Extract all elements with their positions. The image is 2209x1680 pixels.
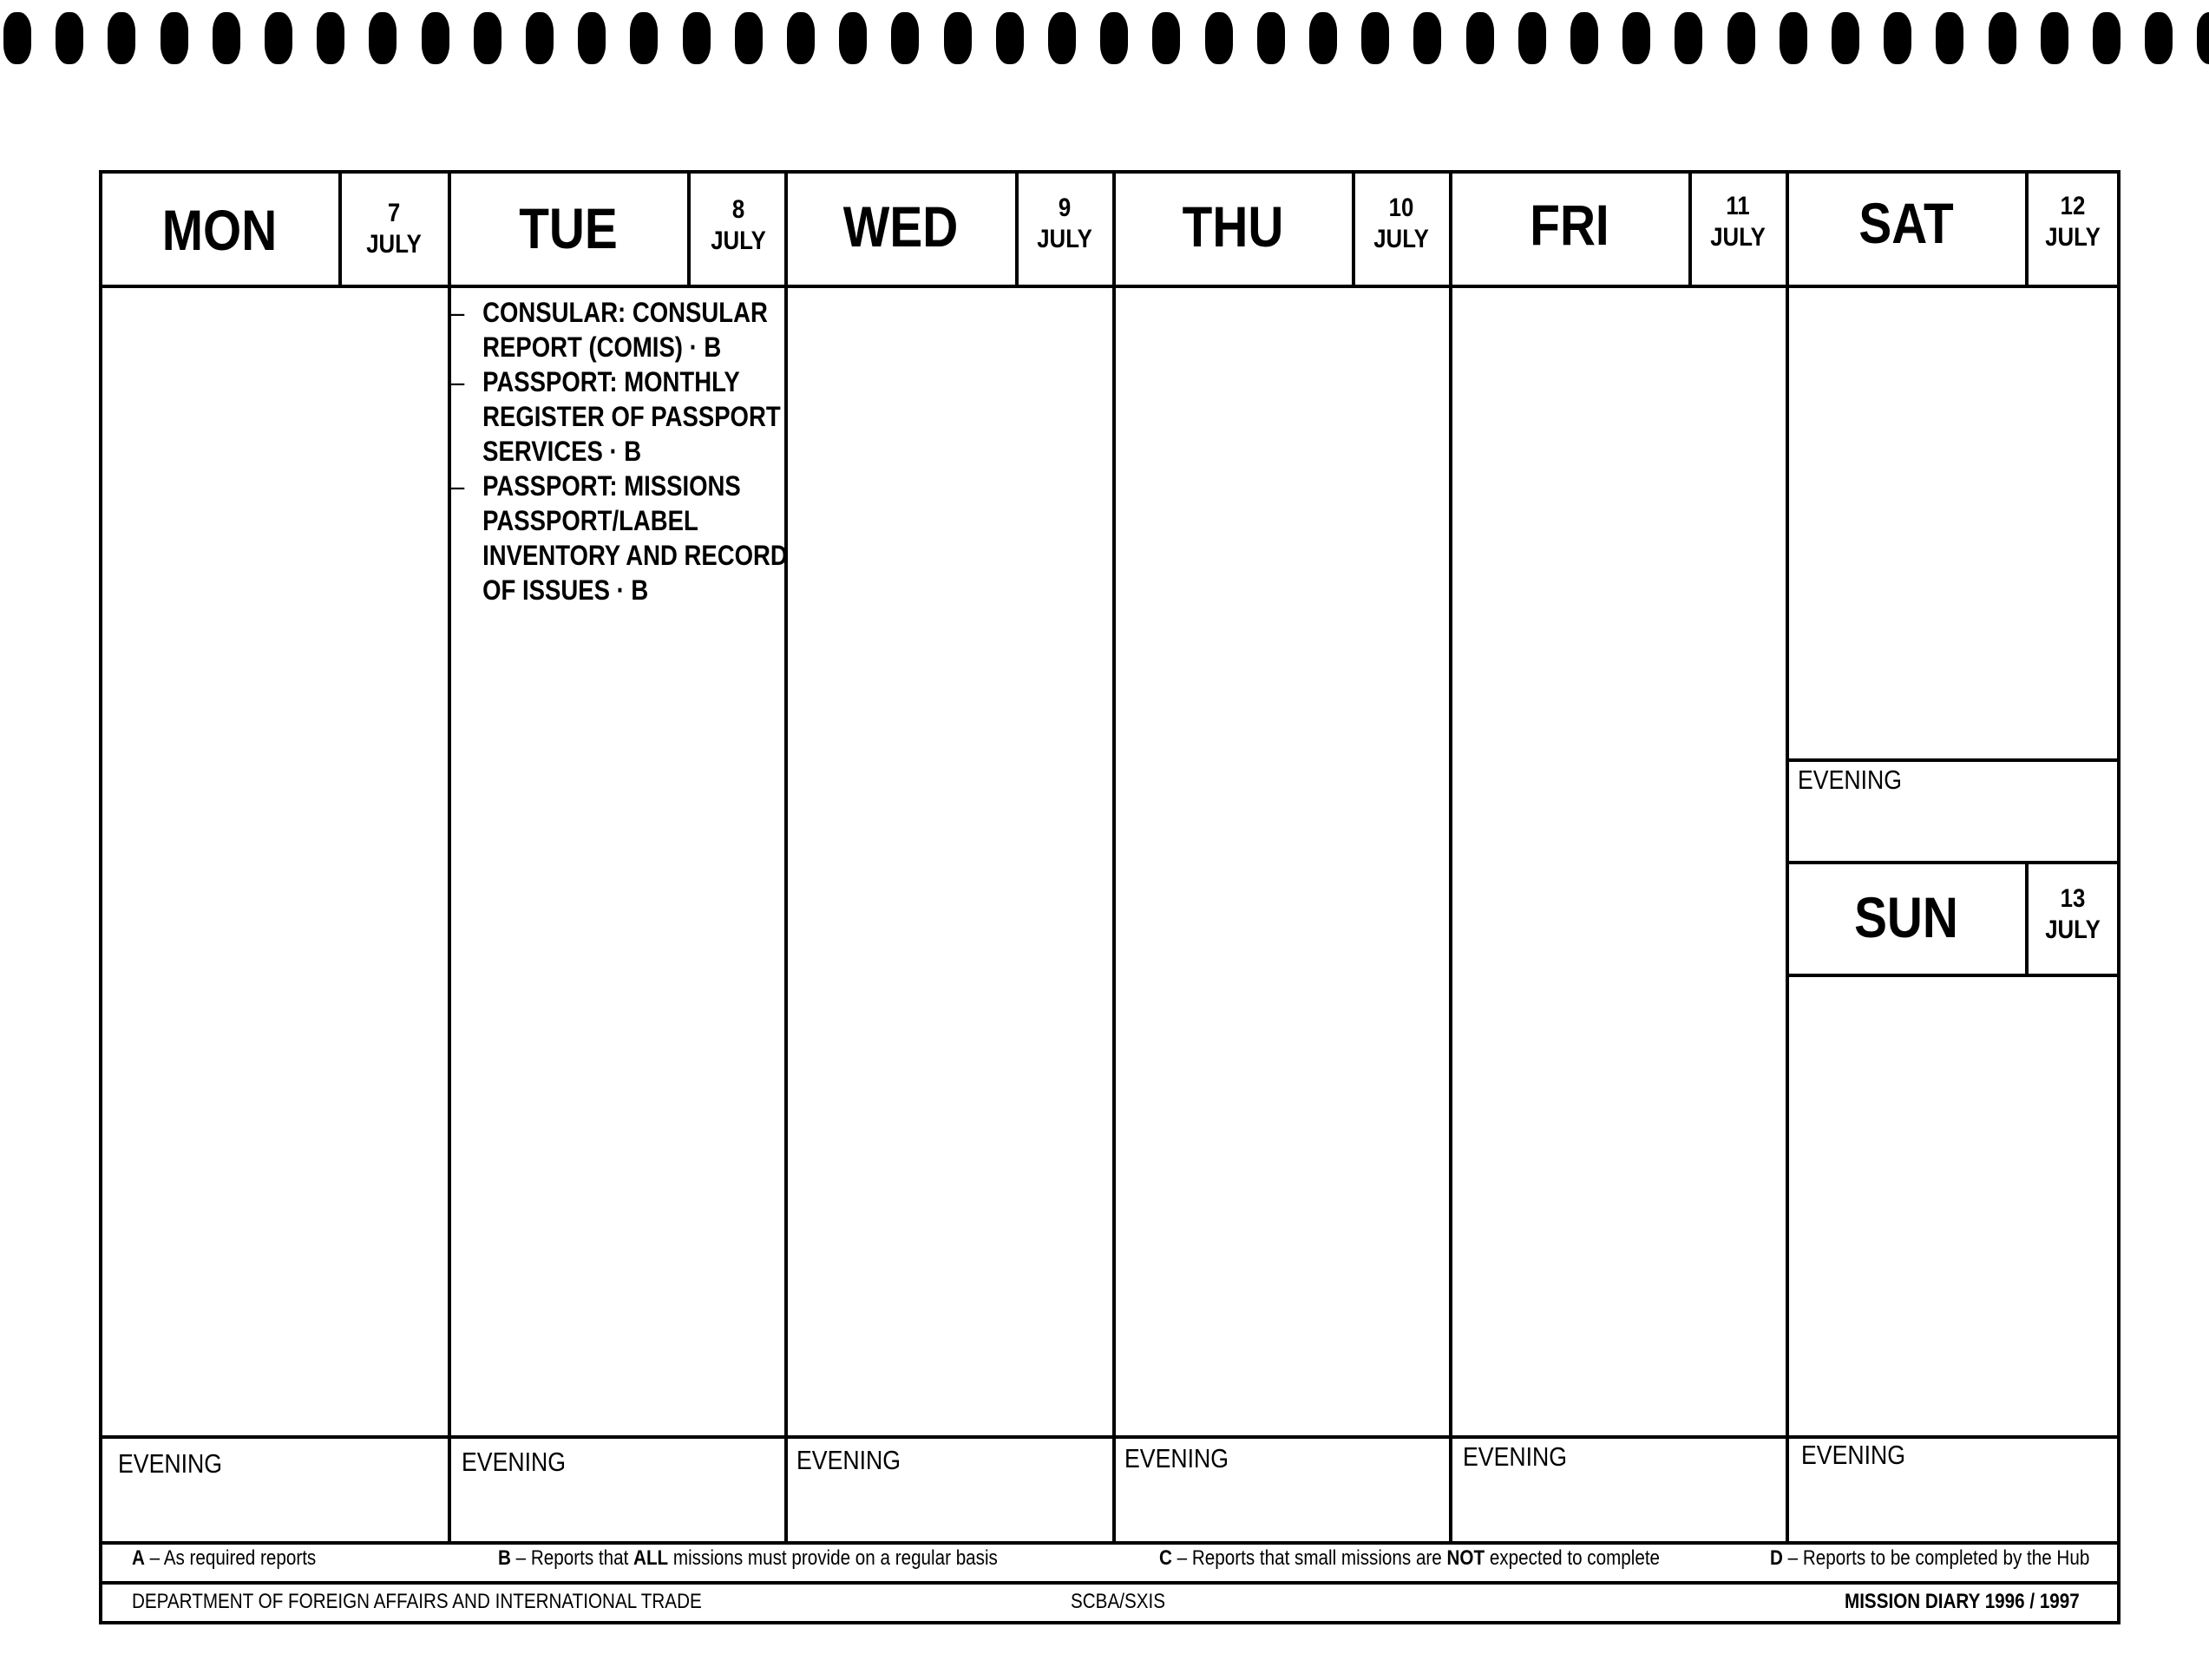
binding-hole — [1205, 12, 1233, 64]
date-month: JULY — [1037, 225, 1092, 253]
binding-hole — [526, 12, 554, 64]
day-name: SUN — [1854, 885, 1958, 949]
date-number: 12 — [2060, 192, 2086, 220]
binding-hole — [56, 12, 83, 64]
date-month: JULY — [1710, 223, 1766, 252]
date-month: JULY — [711, 226, 766, 255]
legend-key: D — [1770, 1546, 1783, 1570]
binding-hole — [2197, 12, 2209, 64]
binding-hole — [2145, 12, 2173, 64]
legend-b: B – Reports that ALL missions must provide on a regular basis — [498, 1546, 998, 1570]
binding-hole — [474, 12, 501, 64]
binding-hole — [735, 12, 763, 64]
binding-hole — [1780, 12, 1807, 64]
binding-hole — [1413, 12, 1441, 64]
legend-d: D – Reports to be completed by the Hub — [1770, 1546, 2090, 1570]
legend-key: C — [1159, 1546, 1172, 1570]
date-month: JULY — [2045, 915, 2101, 944]
legend-c: C – Reports that small missions are NOT expected to complete — [1159, 1546, 1661, 1570]
binding-hole — [1675, 12, 1702, 64]
binding-hole — [630, 12, 658, 64]
evening-label-mon: EVENING — [118, 1448, 222, 1479]
binding-hole — [2093, 12, 2121, 64]
note-text: CONSULAR: CONSULAR REPORT (COMIS) · B — [482, 297, 768, 363]
binding-hole — [683, 12, 711, 64]
note-dash: – — [451, 366, 465, 397]
date-number: 7 — [387, 199, 401, 227]
binding-hole — [2041, 12, 2068, 64]
binding-hole — [1257, 12, 1285, 64]
note-dash: – — [451, 297, 465, 328]
binding-hole — [3, 12, 31, 64]
binding-hole — [1100, 12, 1128, 64]
legend-key: A — [132, 1546, 145, 1570]
binding-hole — [1518, 12, 1546, 64]
legend-text: missions must provide on a regular basis — [672, 1546, 998, 1570]
binding-hole — [1727, 12, 1755, 64]
evening-label-thu: EVENING — [1124, 1443, 1229, 1473]
note-item — [451, 469, 811, 607]
day-name: TUE — [519, 196, 618, 260]
legend-key: B — [498, 1546, 511, 1570]
day-name: THU — [1182, 194, 1284, 259]
date-number: 11 — [1726, 192, 1750, 220]
date-number: 10 — [1388, 194, 1414, 222]
day-name: WED — [842, 194, 959, 259]
binding-hole — [213, 12, 240, 64]
binding-hole — [1936, 12, 1963, 64]
legend-text: As required reports — [163, 1546, 317, 1570]
note-text: PASSPORT: MISSIONS PASSPORT/LABEL INVENTORY AND RECORD OF ISSUES · B — [482, 470, 788, 606]
evening-label-sun: EVENING — [1801, 1440, 1905, 1470]
evening-label-fri: EVENING — [1463, 1441, 1567, 1472]
day-name: FRI — [1530, 193, 1609, 257]
note-item — [451, 364, 811, 469]
legend-text: Reports that — [530, 1546, 629, 1570]
binding-hole — [1361, 12, 1389, 64]
legend-emphasis: NOT — [1446, 1546, 1485, 1570]
footer-code: SCBA/SXIS — [1071, 1590, 1165, 1613]
binding-hole — [839, 12, 867, 64]
binding-hole — [1570, 12, 1598, 64]
binding-hole — [787, 12, 815, 64]
tuesday-notes — [451, 295, 788, 607]
date-month: JULY — [366, 230, 422, 259]
binding-hole — [1048, 12, 1076, 64]
note-dash: – — [451, 470, 465, 502]
date-month: JULY — [1373, 225, 1429, 253]
date-number: 13 — [2060, 884, 2086, 913]
legend-a: A – As required reports — [132, 1546, 317, 1570]
binding-hole — [161, 12, 188, 64]
binding-hole — [578, 12, 606, 64]
note-item — [451, 295, 811, 364]
binding-hole — [1989, 12, 2016, 64]
evening-label-wed: EVENING — [796, 1445, 901, 1475]
date-number: 8 — [731, 195, 745, 224]
binding-hole — [996, 12, 1024, 64]
binding-hole — [1622, 12, 1650, 64]
day-name: MON — [161, 198, 278, 262]
binding-hole — [1152, 12, 1180, 64]
binding-hole — [944, 12, 972, 64]
binding-hole — [891, 12, 919, 64]
binding-hole — [1309, 12, 1337, 64]
binding-hole — [422, 12, 449, 64]
binding-hole — [265, 12, 292, 64]
footer-department: DEPARTMENT OF FOREIGN AFFAIRS AND INTERNATIONAL TRADE — [132, 1590, 702, 1613]
legend-emphasis: ALL — [633, 1546, 669, 1570]
spiral-binding — [0, 12, 2209, 66]
binding-hole — [369, 12, 397, 64]
binding-hole — [1884, 12, 1911, 64]
evening-label-tue: EVENING — [462, 1447, 566, 1477]
note-text: PASSPORT: MONTHLY REGISTER OF PASSPORT SERVICES · B — [482, 366, 781, 467]
binding-hole — [1466, 12, 1494, 64]
day-name: SAT — [1858, 191, 1954, 255]
binding-hole — [108, 12, 135, 64]
legend-text: Reports to be completed by the Hub — [1802, 1546, 2090, 1570]
footer-title: MISSION DIARY 1996 / 1997 — [1845, 1590, 2080, 1613]
evening-label-sat: EVENING — [1798, 765, 1902, 795]
date-number: 9 — [1058, 194, 1072, 222]
binding-hole — [1832, 12, 1859, 64]
binding-hole — [317, 12, 344, 64]
date-month: JULY — [2045, 223, 2101, 252]
legend-text: expected to complete — [1489, 1546, 1661, 1570]
legend-text: Reports that small missions are — [1191, 1546, 1442, 1570]
